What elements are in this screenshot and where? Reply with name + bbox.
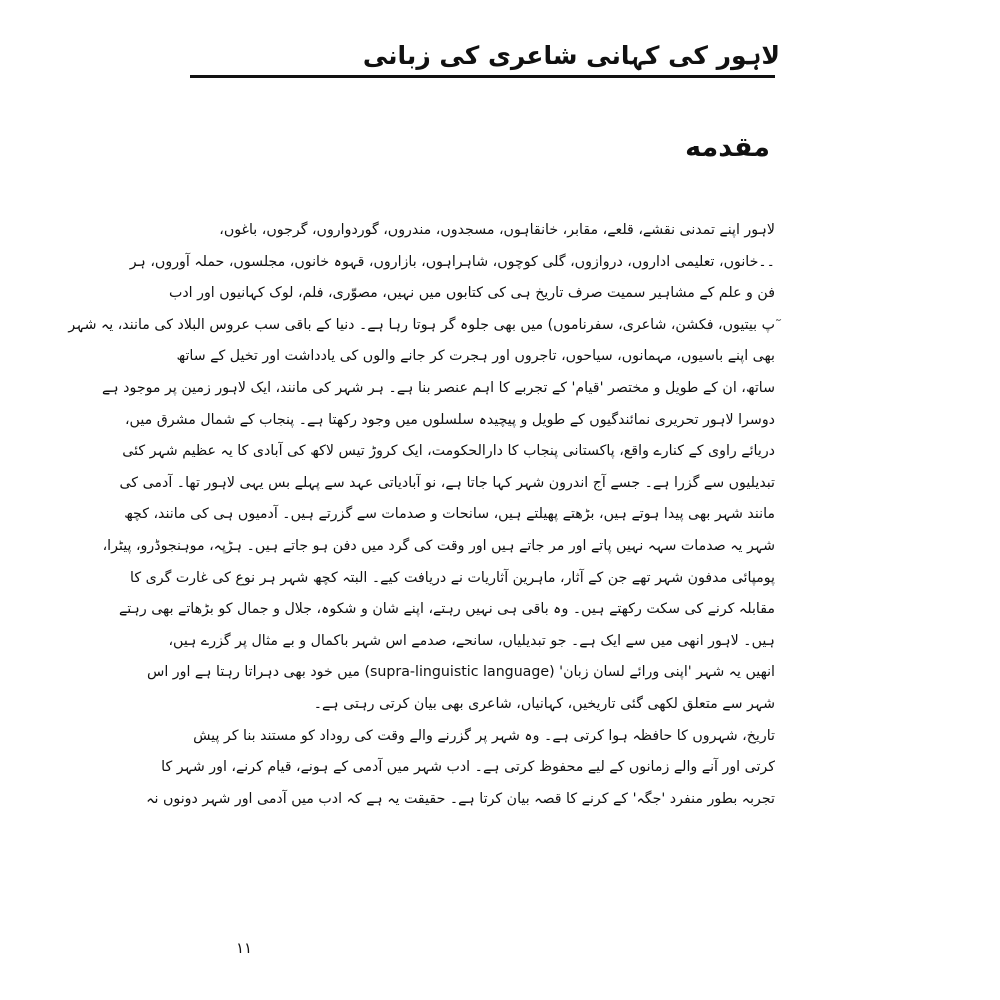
text-line: تجربہ بطور منفرد 'جگہ' کے کرنے کا قصہ بیان کرتا ہے۔ حقیقت یہ ہے کہ ادب میں آدمی اور شہر دونوں نہ bbox=[146, 790, 775, 807]
text-line: مقابلہ کرنے کی سکت رکھتے ہیں۔ وہ باقی ہی نہیں رہتے، اپنے شان و شکوہ، جلال و جمال کو بڑھاتے بھی رہتے bbox=[118, 601, 775, 618]
text-line: بھی اپنے باسیوں، مہمانوں، سیاحوں، تاجروں اور ہجرت کر جانے والوں کی یادداشت اور تخیل کے ساتھ bbox=[176, 348, 775, 365]
text-line: مانند شہر بھی پیدا ہوتے ہیں، بڑھتے پھیلتے ہیں، سانحات و صدمات سے گزرتے ہیں۔ آدمیوں ہی کی مانند، کچھ bbox=[124, 506, 775, 523]
text-line: ٓپ بیتیوں، فکشن، شاعری، سفرناموں) میں بھی جلوہ گر ہوتا رہا ہے۔ دنیا کے باقی سب عروس البلاد کی مانند، یہ شہر bbox=[68, 316, 775, 333]
text-line: ساتھ، ان کے طویل و مختصر 'قیام' کے تجربے کا اہم عنصر بنا ہے۔ ہر شہر کی مانند، ایک لاہور زمین پر موجود ہے bbox=[102, 379, 775, 396]
text-line: شہر یہ صدمات سہہ نہیں پاتے اور مر جاتے ہیں اور وقت کی گرد میں دفن ہو جاتے ہیں۔ ہڑپہ، موہنجوڈرو، پیٹرا، bbox=[102, 537, 775, 554]
text-line: ۔۔خانوں، تعلیمی اداروں، دروازوں، گلی کوچوں، شاہراہوں، بازاروں، قہوہ خانوں، مجلسوں، حملہ آوروں، ہر bbox=[129, 253, 775, 270]
body-text bbox=[68, 215, 775, 815]
text-line: دریائے راوی کے کنارے واقع، پاکستانی پنجاب کا دارالحکومت، ایک کروڑ تیس لاکھ کی آبادی کا یہ عظیم شہر کئی bbox=[122, 443, 775, 460]
page-number: ۱۱ bbox=[236, 939, 253, 957]
text-line: تبدیلیوں سے گزرا ہے۔ جسے آج اندرون شہر کہا جاتا ہے، نو آبادیاتی عہد سے پہلے بس یہی لاہور تھا۔ آدمی کی bbox=[119, 474, 775, 491]
text-line: پومپائی مدفون شہر تھے جن کے آثار، ماہرین آثاریات نے دریافت کیے۔ البتہ کچھ شہر ہر نوع کی غارت گری کا bbox=[130, 569, 775, 586]
header-rule bbox=[190, 75, 775, 78]
section-title: مقدمه bbox=[685, 132, 770, 163]
text-line: دوسرا لاہور تحریری نمائندگیوں کے طویل و پیچیدہ سلسلوں میں وجود رکھتا ہے۔ پنجاب کے شمال مشرق میں، bbox=[124, 411, 775, 428]
text-line: کرتی اور آنے والے زمانوں کے لیے محفوظ کرتی ہے۔ ادب شہر میں آدمی کے ہونے، قیام کرنے، اور شہر کا bbox=[161, 759, 775, 776]
running-header: لاہور کی کہانی شاعری کی زبانی bbox=[362, 41, 780, 70]
text-line: شہر سے متعلق لکھی گئی تاریخیں، کہانیاں، شاعری بھی بیان کرتی رہتی ہے۔ bbox=[313, 695, 775, 712]
text-line: انھیں یہ شہر 'اپنی ورائے لسان زبان' (supra-linguistic language) میں خود بھی دہراتا رہتا ہے اور اس bbox=[147, 664, 775, 681]
text-line: لاہور اپنے تمدنی نقشے، قلعے، مقابر، خانقاہوں، مسجدوں، مندروں، گوردواروں، گرجوں، باغوں، bbox=[219, 222, 775, 238]
text-line: فن و علم کے مشاہیر سمیت صرف تاریخ ہی کی کتابوں میں نہیں، مصوّری، فلم، لوک کہانیوں اور ادب bbox=[168, 285, 775, 302]
text-line: تاریخ، شہروں کا حافظہ ہوا کرتی ہے۔ وہ شہر پر گزرنے والے وقت کی روداد کو مستند بنا کر پیش bbox=[193, 727, 775, 744]
text-line: ہیں۔ لاہور انھی میں سے ایک ہے۔ جو تبدیلیاں، سانحے، صدمے اس شہر باکمال و بے مثال پر گزرے ہیں، bbox=[168, 632, 775, 649]
